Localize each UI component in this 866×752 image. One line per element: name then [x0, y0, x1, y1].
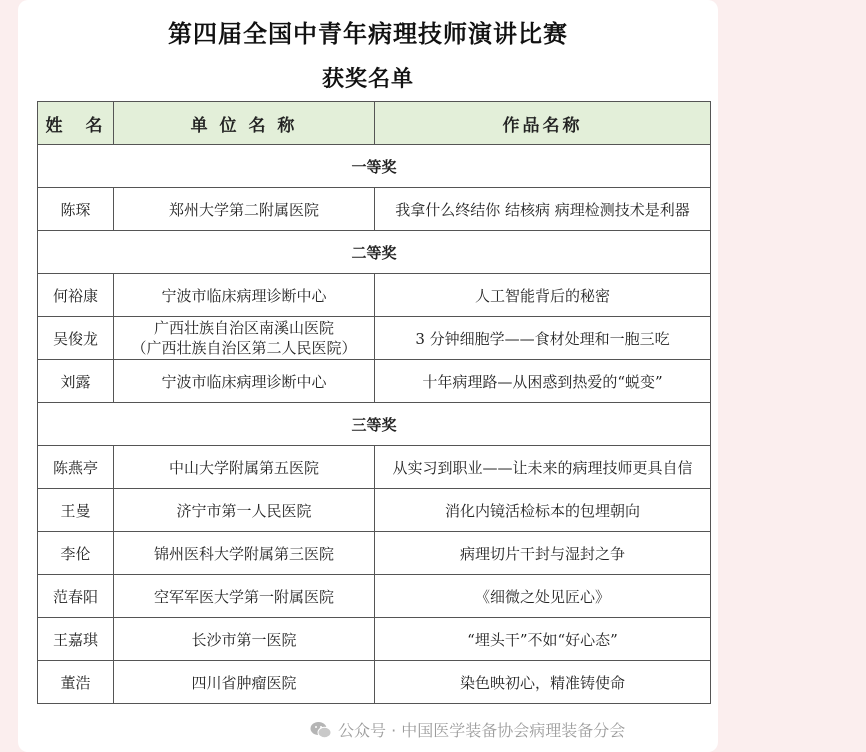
award-table: [37, 101, 711, 704]
work-title: 病理切片干封与湿封之争: [375, 532, 711, 575]
page-subtitle: 获奖名单: [321, 67, 414, 92]
page-title: 第四届全国中青年病理技师演讲比赛: [168, 20, 568, 48]
winner-unit: [114, 274, 375, 317]
table-row: [38, 274, 711, 317]
winner-name: 陈燕亭: [38, 446, 114, 489]
award-table-body: [38, 145, 711, 704]
work-title: 人工智能背后的秘密: [375, 274, 711, 317]
unit-line: 郑州大学第二附属医院: [168, 200, 319, 219]
table-row: [38, 360, 711, 403]
table-row: [38, 446, 711, 489]
unit-line: 锦州医科大学附属第三医院: [153, 544, 334, 563]
unit-line: 济宁市第一人民医院: [176, 501, 312, 520]
winner-name: 范春阳: [38, 575, 114, 618]
unit-line: 四川省肿瘤医院: [191, 673, 297, 692]
work-title: 我拿什么终结你 结核病 病理检测技术是利器: [375, 188, 711, 231]
work-title: 3 分钟细胞学——食材处理和一胞三吃: [375, 317, 711, 360]
winner-name: 李伦: [38, 532, 114, 575]
header-work: 作品名称: [375, 102, 711, 145]
wechat-icon: [310, 721, 332, 743]
unit-line: 空军军医大学第一附属医院: [153, 587, 334, 606]
winner-name: 刘露: [38, 360, 114, 403]
unit-line: 宁波市临床病理诊断中心: [161, 286, 327, 305]
winner-unit: [114, 489, 375, 532]
winner-name: 王嘉琪: [38, 618, 114, 661]
table-row: [38, 317, 711, 360]
unit-line: 宁波市临床病理诊断中心: [161, 372, 327, 391]
work-title: 十年病理路—从困惑到热爱的“蜕变”: [375, 360, 711, 403]
work-title: 染色映初心，精准铸使命: [375, 661, 711, 704]
table-row: [38, 188, 711, 231]
section-label: 二等奖: [38, 231, 711, 274]
unit-line: （广西壮族自治区第二人民医院）: [131, 339, 357, 357]
section-row: [38, 231, 711, 274]
winner-unit: [114, 618, 375, 661]
table-row: [38, 532, 711, 575]
winner-unit: [114, 446, 375, 489]
winner-name: 何裕康: [38, 274, 114, 317]
footer-watermark: [310, 718, 710, 743]
winner-name: 董浩: [38, 661, 114, 704]
table-row: [38, 575, 711, 618]
table-row: [38, 661, 711, 704]
section-label: 三等奖: [38, 403, 711, 446]
header-name: 姓 名: [38, 102, 114, 145]
winner-name: 陈琛: [38, 188, 114, 231]
unit-line: 中山大学附属第五医院: [168, 458, 319, 477]
winner-unit: [114, 532, 375, 575]
header-unit: 单 位 名 称: [114, 102, 375, 145]
table-row: [38, 618, 711, 661]
section-label: 一等奖: [38, 145, 711, 188]
winner-unit: [114, 661, 375, 704]
section-row: [38, 145, 711, 188]
winner-unit: [114, 575, 375, 618]
winner-unit: [114, 317, 375, 360]
work-title: 消化内镜活检标本的包埋朝向: [375, 489, 711, 532]
winner-unit: [114, 360, 375, 403]
winner-name: 吴俊龙: [38, 317, 114, 360]
footer-text: 公众号 · 中国医学装备协会病理装备分会: [338, 721, 626, 740]
work-title: 从实习到职业——让未来的病理技师更具自信: [375, 446, 711, 489]
work-title: “埋头干”不如“好心态”: [375, 618, 711, 661]
table-row: [38, 489, 711, 532]
work-title: 《细微之处见匠心》: [375, 575, 711, 618]
winner-name: 王曼: [38, 489, 114, 532]
table-header-row: [38, 102, 711, 145]
unit-line: 长沙市第一医院: [191, 630, 297, 649]
section-row: [38, 403, 711, 446]
winner-unit: [114, 188, 375, 231]
unit-line: 广西壮族自治区南溪山医院: [153, 319, 334, 337]
